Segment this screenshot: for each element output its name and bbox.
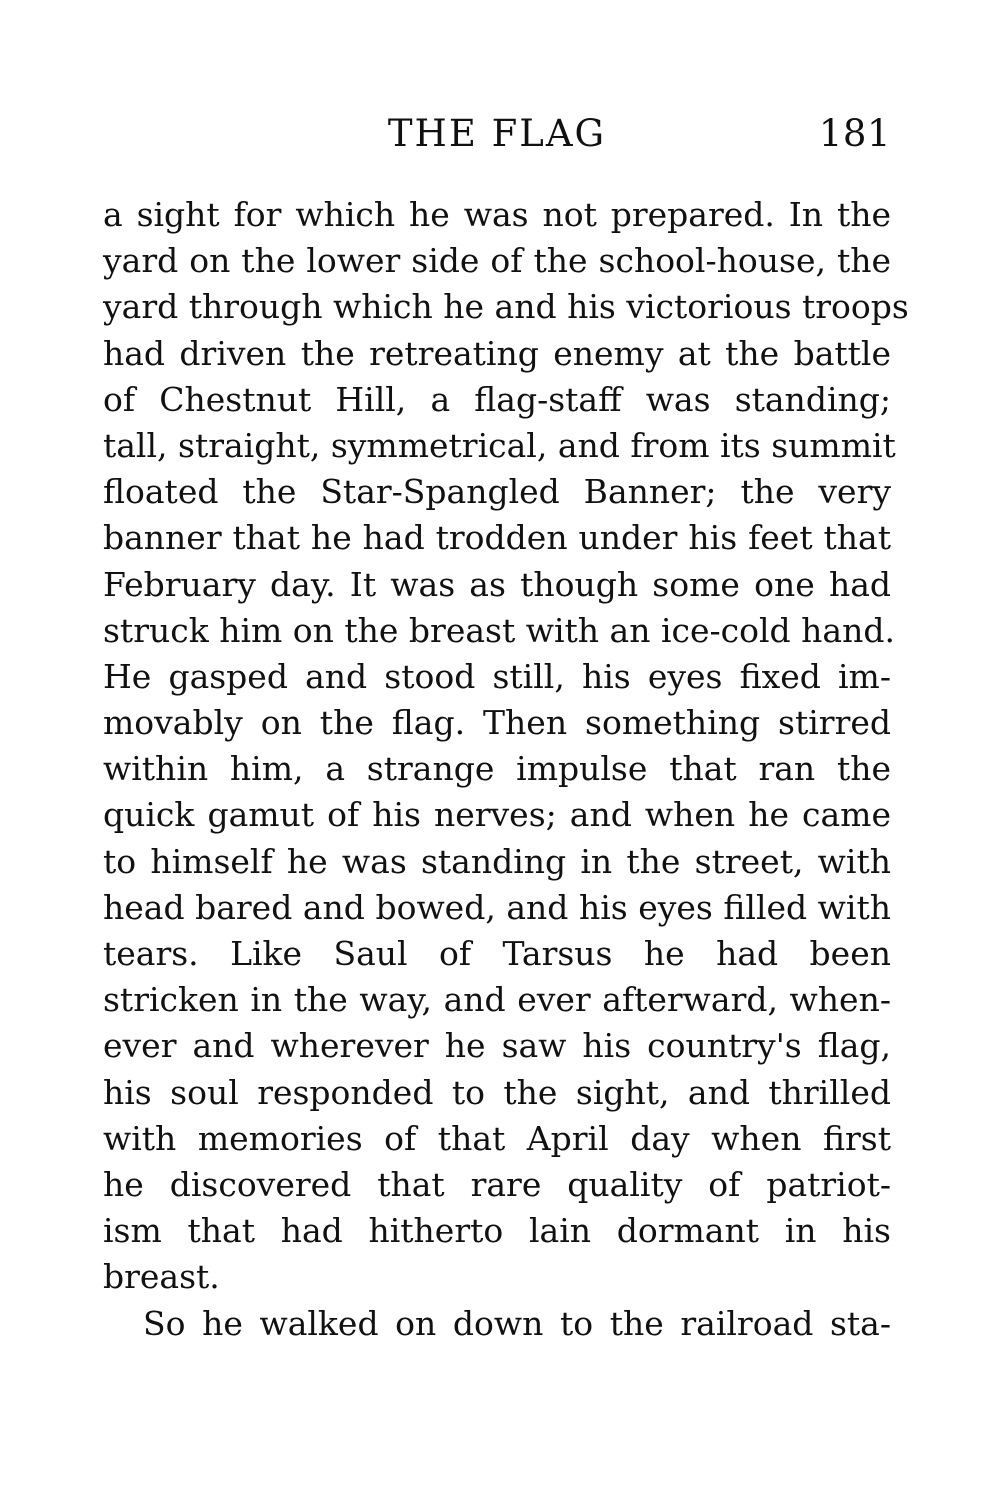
text-line: a sight for which he was not prepared. In the [103,195,891,234]
text-line: banner that he had trodden under his feet that [103,518,891,558]
text-line: his soul responded to the sight, and thrilled [103,1072,891,1112]
text-line: movably on the flag. Then something stirred [103,703,891,743]
text-line: quick gamut of his nerves; and when he came [103,795,891,835]
text-line: with memories of that April day when first [103,1118,891,1158]
page-number: 181 [818,112,891,155]
paragraph-end-line: breast. [103,1257,220,1297]
text-line: yard through which he and his victorious troops [103,287,909,327]
text-line: yard on the lower side of the school-house, the [103,241,891,281]
text-line: He gasped and stood still, his eyes fixed im- [103,656,891,696]
running-head [103,112,891,164]
text-line: to himself he was standing in the street, with [103,841,891,881]
text-line: of Chestnut Hill, a flag-staff was standing; [103,379,891,419]
text-line: floated the Star-Spangled Banner; the very [103,472,891,512]
body-text [103,192,909,1347]
text-line: struck him on the breast with an ice-cold hand. [103,610,895,650]
text-line: within him, a strange impulse that ran the [103,749,891,789]
text-line: February day. It was as though some one had [103,564,891,604]
text-line: tears. Like Saul of Tarsus he had been [103,934,891,973]
chapter-title: THE FLAG [387,112,607,155]
text-line: he discovered that rare quality of patriot- [103,1164,891,1204]
text-line: ever and wherever he saw his country's flag, [103,1026,891,1066]
text-line: tall, straight, symmetrical, and from its summit [103,425,896,465]
text-line: head bared and bowed, and his eyes filled with [103,887,891,927]
book-page [103,112,909,1347]
text-line: had driven the retreating enemy at the battle [103,333,891,373]
text-line: stricken in the way, and ever afterward, when- [103,980,891,1020]
paragraph-start-line: So he walked on down to the railroad sta- [143,1303,891,1343]
text-line: ism that had hitherto lain dormant in his [103,1211,891,1251]
